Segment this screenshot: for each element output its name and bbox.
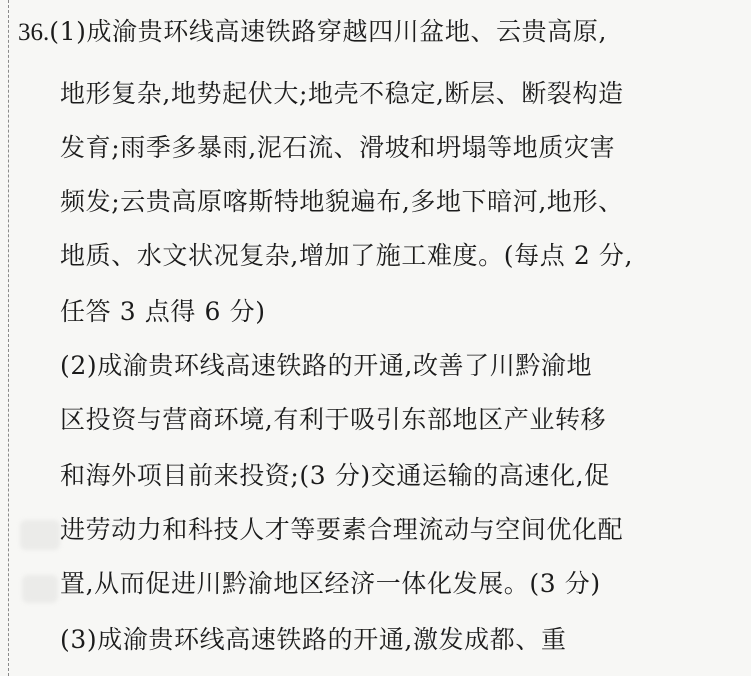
scan-smudge <box>20 520 60 550</box>
answer-line-1 <box>18 16 607 49</box>
answer-line-8: 区投资与营商环境,有利于吸引东部地区产业转移 <box>60 405 607 434</box>
answer-line-4: 频发;云贵高原喀斯特地貌遍布,多地下暗河,地形、 <box>60 187 624 216</box>
question-number: 36. <box>18 19 50 46</box>
answer-line-11: 置,从而促进川黔渝地区经济一体化发展。(3 分) <box>60 569 601 598</box>
answer-line-2: 地形复杂,地势起伏大;地壳不稳定,断层、断裂构造 <box>60 79 624 108</box>
scan-smudge <box>22 575 58 603</box>
answer-line-3: 发育;雨季多暴雨,泥石流、滑坡和坍塌等地质灾害 <box>60 133 616 162</box>
line-text: (1)成渝贵环线高速铁路穿越四川盆地、云贵高原, <box>49 17 608 46</box>
margin-rule <box>8 0 9 676</box>
answer-line-10: 进劳动力和科技人才等要素合理流动与空间优化配 <box>60 515 624 544</box>
answer-line-9: 和海外项目前来投资;(3 分)交通运输的高速化,促 <box>60 461 610 490</box>
answer-line-12: (3)成渝贵环线高速铁路的开通,激发成都、重 <box>60 625 567 654</box>
answer-line-7: (2)成渝贵环线高速铁路的开通,改善了川黔渝地 <box>60 351 593 380</box>
answer-line-6: 任答 3 点得 6 分) <box>60 297 266 326</box>
answer-line-5: 地质、水文状况复杂,增加了施工难度。(每点 2 分, <box>60 241 634 270</box>
